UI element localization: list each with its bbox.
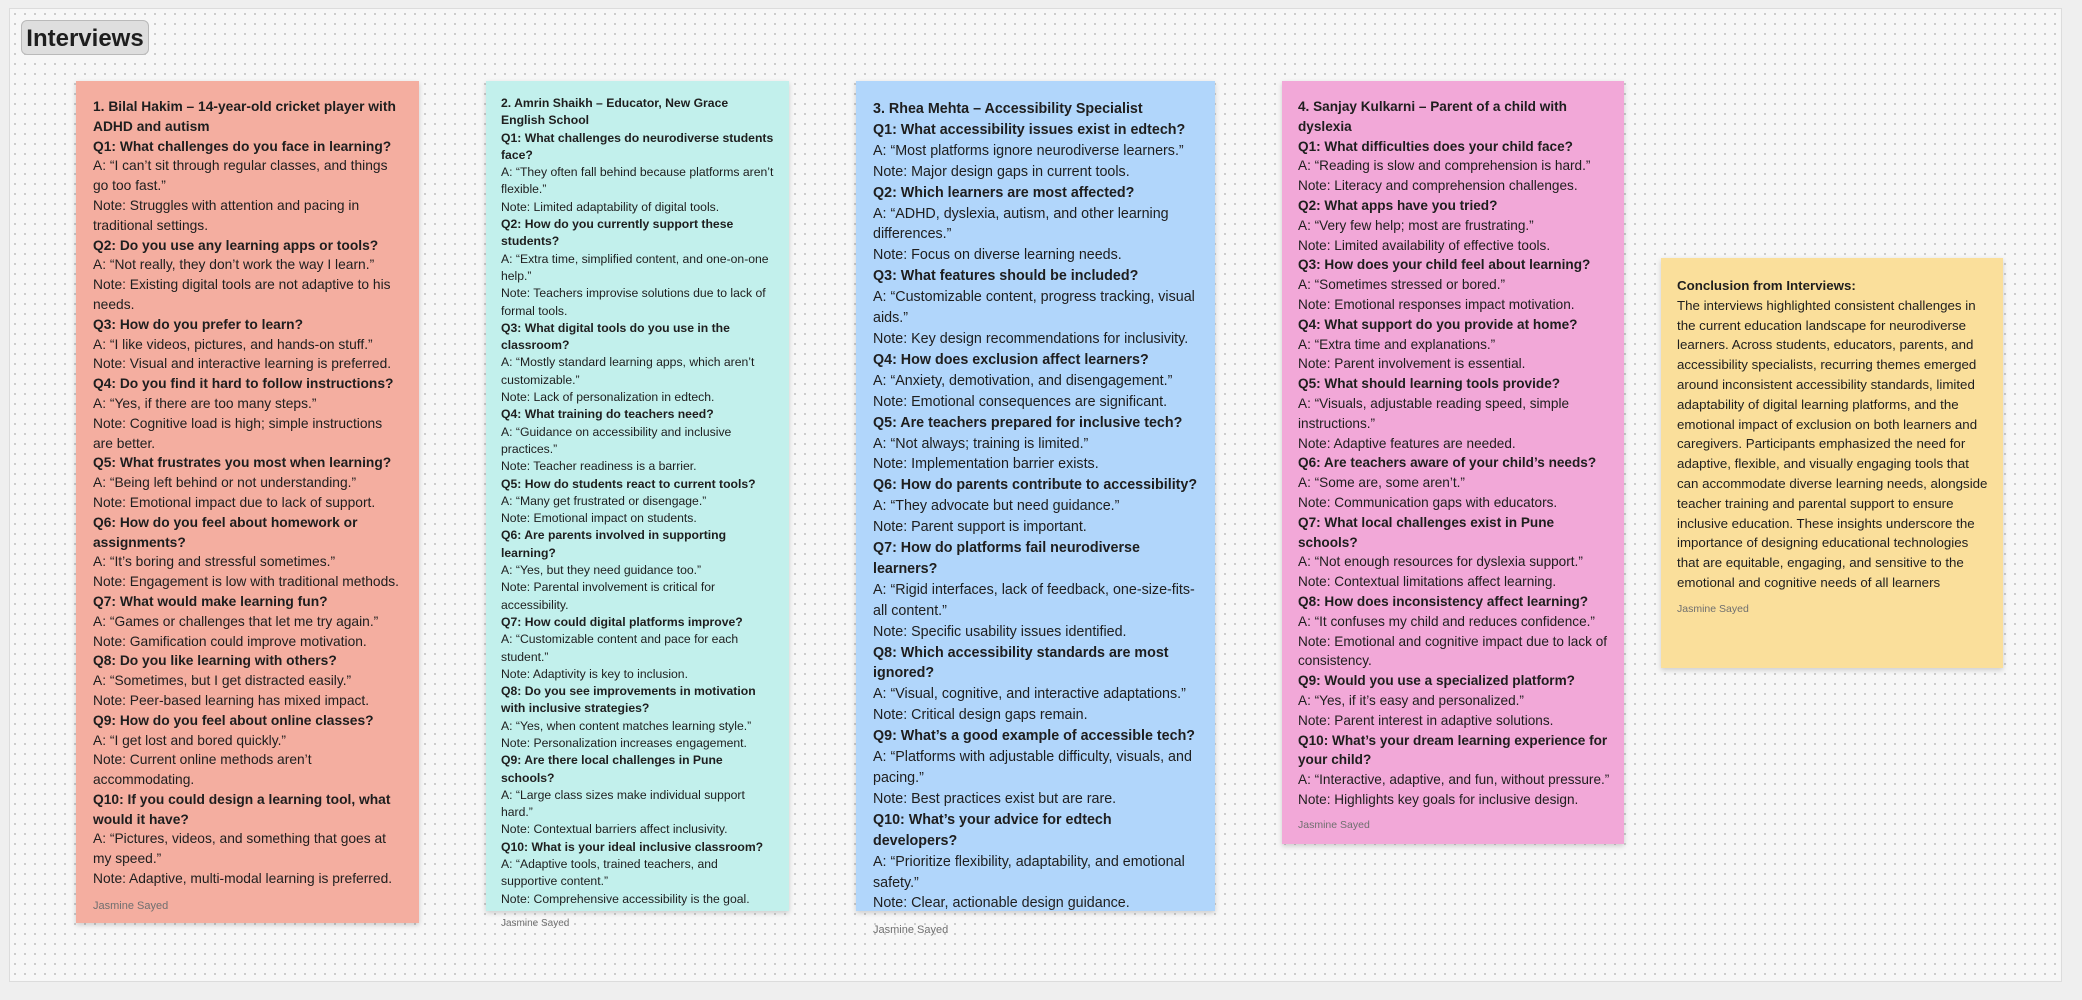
note-text: Note: Key design recommendations for inclusivity. [873,330,1189,347]
note-text: Note: Limited availability of effective tools. [1298,237,1551,253]
note-question: Q1: What accessibility issues exist in edtech? [873,121,1186,138]
note-text: Note: Adaptive features are needed. [1298,435,1516,451]
note-text: The interviews highlighted consistent challenges in the current education landscape for neurodiverse learners. Across students, educators, parents, and accessibility specialists, recurring themes emerged around inconsistent accessibility standards, limited adaptability of digital learning platforms, and the emotional impact of exclusion on both learners and caregivers. Participants emphasized the need for adaptive, flexible, and visually engaging tools that can accommodate diverse learning needs, alongside teacher training and parental support to ensure inclusive education. These insights underscore the importance of designing educational technologies that are equitable, engaging, and sensitive to the emotional and cognitive needs of all learners [1677,297,1988,590]
note-text: A: “They advocate but need guidance.” [873,498,1120,515]
note-text: Note: Communication gaps with educators. [1298,494,1558,510]
note-question: Q6: How do parents contribute to accessibility? [873,477,1198,494]
note-text: Note: Peer-based learning has mixed impact. [93,692,370,708]
note-text: Note: Highlights key goals for inclusive design. [1298,791,1579,807]
note-text: Note: Engagement is low with traditional methods. [93,574,399,590]
note-text: A: “Visuals, adjustable reading speed, simple instructions.” [1298,395,1570,431]
note-text: Note: Emotional responses impact motivation. [1298,296,1575,312]
note-question: Q2: Which learners are most affected? [873,184,1135,201]
note-text: A: “Sometimes, but I get distracted easily.” [93,673,352,689]
note-question: Q8: Which accessibility standards are most ignored? [873,644,1169,682]
note-question: Q3: What features should be included? [873,268,1139,285]
note-text: A: “They often fall behind because platforms aren’t flexible.” [501,165,774,197]
note-text: Note: Emotional and cognitive impact due to lack of consistency. [1298,633,1608,669]
note-text: Note: Adaptive, multi-modal learning is preferred. [93,871,393,887]
note-text: A: “I get lost and bored quickly.” [93,732,286,748]
note-text: A: “It confuses my child and reduces confidence.” [1298,613,1595,629]
note-question: Q10: What is your ideal inclusive classroom? [501,839,764,854]
note-question: Q5: How do students react to current tools? [501,476,756,491]
note-text: Note: Lack of personalization in edtech. [501,390,715,405]
note-text: Note: Cognitive load is high; simple instructions are better. [93,415,383,451]
note-text: A: “Large class sizes make individual support hard.” [501,787,745,820]
note-question: Q8: How does inconsistency affect learning? [1298,593,1589,609]
note-question: Q10: What’s your dream learning experience for your child? [1298,732,1608,768]
note-question: Q3: How do you prefer to learn? [93,316,304,332]
note-text: A: “Extra time and explanations.” [1298,336,1496,352]
note-question: Q5: What should learning tools provide? [1298,376,1561,392]
note-question: Q10: What’s your advice for edtech developers? [873,811,1112,849]
note-text: A: “Prioritize flexibility, adaptability, and emotional safety.” [873,853,1185,891]
note-question: Q3: What digital tools do you use in the classroom? [501,320,730,353]
note-text: A: “Yes, when content matches learning style.” [501,718,752,733]
note-text: A: “Being left behind or not understanding.” [93,475,357,491]
note-text: A: “Interactive, adaptive, and fun, without pressure.” [1298,772,1610,788]
note-text: Note: Parent support is important. [873,519,1087,536]
note-text: Note: Literacy and comprehension challenges. [1298,178,1578,194]
note-question: Q5: Are teachers prepared for inclusive tech? [873,414,1183,431]
note-text: Note: Parent involvement is essential. [1298,356,1526,372]
note-text: A: “Rigid interfaces, lack of feedback, one-size-fits-all content.” [873,581,1195,619]
note-text: A: “Pictures, videos, and something that goes at my speed.” [93,831,386,867]
note-question: Q6: Are teachers aware of your child’s needs? [1298,455,1597,471]
note-text: A: “It’s boring and stressful sometimes.” [93,554,336,570]
note-text: A: “Most platforms ignore neurodiverse learners.” [873,142,1184,159]
note-question: Q8: Do you like learning with others? [93,653,337,669]
note-text: Note: Focus on diverse learning needs. [873,247,1122,264]
note-text: A: “Extra time, simplified content, and one-on-one help.” [501,251,769,283]
note-question: Q1: What difficulties does your child face? [1298,138,1573,154]
note-question: Q1: What challenges do neurodiverse students face? [501,130,774,162]
note-text: Note: Emotional impact due to lack of support. [93,494,376,510]
note-question: Q8: Do you see improvements in motivation with inclusive strategies? [501,684,756,716]
note-question: Q9: What’s a good example of accessible tech? [873,728,1196,745]
note-text: A: “Guidance on accessibility and inclusive practices.” [501,424,732,456]
sticky-note-amrin-shaikh[interactable] [486,81,789,929]
note-text: A: “Games or challenges that let me try again.” [93,613,379,629]
note-question: Q10: If you could design a learning tool, what would it have? [93,791,391,827]
note-text: A: “Adaptive tools, trained teachers, and supportive content.” [501,857,718,889]
note-text: Note: Teacher readiness is a barrier. [501,459,697,474]
note-question: Q2: What apps have you tried? [1298,197,1498,213]
note-text: Note: Emotional consequences are significant. [873,393,1168,410]
note-text: A: “Customizable content, progress tracking, visual aids.” [873,289,1195,327]
note-text: Note: Adaptivity is key to inclusion. [501,666,688,681]
note-text: A: “Anxiety, demotivation, and disengagement.” [873,372,1173,389]
note-heading: 1. Bilal Hakim – 14-year-old cricket player with ADHD and autism [93,99,396,134]
note-question: Q6: How do you feel about homework or assignments? [93,514,358,550]
note-question: Q2: Do you use any learning apps or tools? [93,237,379,253]
note-question: Q7: How could digital platforms improve? [501,614,743,629]
note-author: Jasmine Sayed [873,924,949,937]
note-heading: 2. Amrin Shaikh – Educator, New Grace English School [501,96,729,128]
note-text: Note: Visual and interactive learning is preferred. [93,356,392,372]
note-text: A: “Not always; training is limited.” [873,435,1089,452]
note-question: Q7: What would make learning fun? [93,593,328,609]
note-text: Note: Personalization increases engagement. [501,735,747,750]
note-question: Q4: What training do teachers need? [501,407,714,422]
note-text: Note: Gamification could improve motivation. [93,633,367,649]
note-text: Note: Teachers improvise solutions due to lack of formal tools. [501,286,766,318]
note-question: Q9: Are there local challenges in Pune schools? [501,753,723,785]
note-text: A: “ADHD, dyslexia, autism, and other learning differences.” [873,205,1169,243]
note-text: Note: Struggles with attention and pacing in traditional settings. [93,197,360,233]
note-question: Q4: What support do you provide at home? [1298,316,1578,332]
note-text: Note: Contextual barriers affect inclusivity. [501,822,728,837]
note-text: Note: Contextual limitations affect learning. [1298,574,1557,590]
note-text: Note: Current online methods aren’t accommodating. [93,752,312,788]
note-text: Note: Specific usability issues identified. [873,623,1127,640]
note-author: Jasmine Sayed [1677,602,1749,615]
note-author: Jasmine Sayed [93,899,169,912]
note-text: Note: Clear, actionable design guidance. [873,895,1130,912]
note-question: Q7: What local challenges exist in Pune schools? [1298,514,1555,550]
sticky-note-rhea-mehta[interactable] [856,81,1215,937]
note-text: Note: Parental involvement is critical for accessibility. [501,580,716,612]
note-text: Note: Limited adaptability of digital tools. [501,199,720,214]
note-heading: 3. Rhea Mehta – Accessibility Specialist [873,101,1143,117]
note-text: A: “Not really, they don’t work the way I learn.” [93,257,375,273]
note-question: Q5: What frustrates you most when learning? [93,455,392,471]
note-text: A: “Sometimes stressed or bored.” [1298,277,1505,293]
note-text: Note: Existing digital tools are not adaptive to his needs. [93,277,391,312]
note-text: A: “I like videos, pictures, and hands-on stuff.” [93,336,373,352]
note-heading: Conclusion from Interviews: [1677,278,1856,293]
note-question: Q7: How do platforms fail neurodiverse learners? [873,540,1140,577]
note-text: A: “Customizable content and pace for each student.” [501,632,739,664]
note-text: A: “Mostly standard learning apps, which aren’t customizable.” [501,355,755,387]
note-text: A: “Yes, if it’s easy and personalized.” [1298,692,1524,708]
note-question: Q2: How do you currently support these students? [501,217,734,249]
note-question: Q1: What challenges do you face in learning? [93,138,392,154]
note-text: A: “Very few help; most are frustrating.” [1298,217,1534,233]
note-text: Note: Critical design gaps remain. [873,707,1088,724]
note-text: Note: Implementation barrier exists. [873,456,1099,473]
note-text: Note: Emotional impact on students. [501,511,697,526]
note-heading: 4. Sanjay Kulkarni – Parent of a child with dyslexia [1298,99,1567,134]
note-text: A: “Reading is slow and comprehension is hard.” [1298,158,1591,174]
note-text: Note: Major design gaps in current tools. [873,163,1130,180]
note-text: A: “Many get frustrated or disengage.” [501,493,707,508]
note-question: Q9: How do you feel about online classes? [93,712,374,728]
note-text: A: “Visual, cognitive, and interactive adaptations.” [873,686,1186,703]
note-text: A: “Some are, some aren’t.” [1298,475,1465,491]
note-question: Q3: How does your child feel about learning? [1298,257,1591,273]
sticky-note-sanjay-kulkarni[interactable] [1282,81,1624,844]
note-text: A: “Yes, if there are too many steps.” [93,395,317,411]
note-question: Q4: Do you find it hard to follow instructions? [93,376,394,392]
note-question: Q4: How does exclusion affect learners? [873,351,1149,368]
note-question: Q9: Would you use a specialized platform? [1298,673,1575,689]
note-question: Q6: Are parents involved in supporting learning? [501,528,727,560]
note-text: A: “Yes, but they need guidance too.” [501,563,702,578]
note-text: A: “Platforms with adjustable difficulty, visuals, and pacing.” [873,749,1192,786]
sticky-note-conclusion[interactable] [1661,258,2003,668]
note-author: Jasmine Sayed [1298,818,1370,831]
frame-title[interactable]: Interviews [21,20,149,55]
note-text: Note: Comprehensive accessibility is the goal. [501,891,750,906]
note-text: Note: Parent interest in adaptive solutions. [1298,712,1554,728]
sticky-note-bilal-hakim[interactable] [76,81,419,923]
note-text: Note: Best practices exist but are rare. [873,790,1117,807]
note-author: Jasmine Sayed [501,917,570,929]
note-text: A: “Not enough resources for dyslexia support.” [1298,554,1583,570]
note-text: A: “I can’t sit through regular classes, and things go too fast.” [93,158,388,194]
